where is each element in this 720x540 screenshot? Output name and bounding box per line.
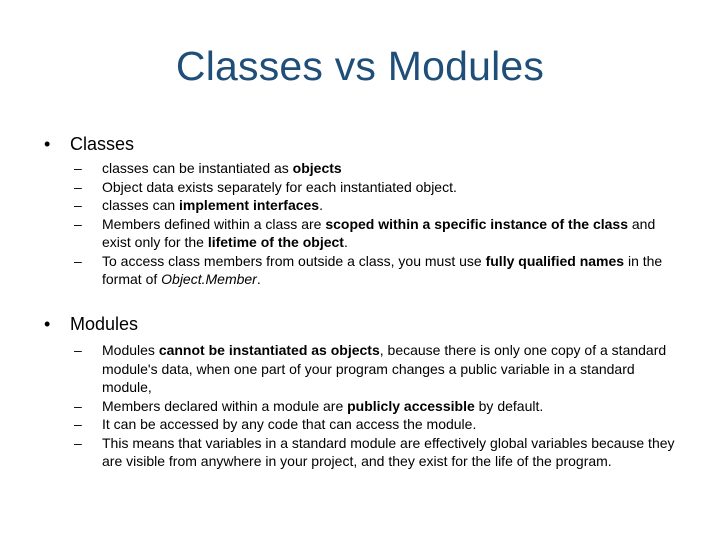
slide-title: Classes vs Modules (175, 43, 545, 89)
list-item (74, 434, 684, 471)
item-text: , because there is only one copy of a standard module's data, when one part of your program changes a public variable in a standard module, (102, 342, 667, 395)
item-emphasis: cannot be instantiated as objects (158, 342, 380, 358)
item-emphasis: publicly accessible (347, 397, 475, 414)
item-text: Members defined within a class are (102, 215, 326, 232)
item-emphasis: lifetime of the object (207, 234, 344, 250)
dash-glyph: – (74, 160, 82, 176)
item-text: in the format of (102, 252, 663, 287)
bullet-glyph: • (44, 314, 51, 334)
item-text: by default. (474, 397, 544, 414)
dash-glyph: – (74, 197, 82, 213)
list-item (74, 252, 684, 289)
item-text: This means that variables in a standard module are effectively global variables because they are visible from anywhere in your project, and they exist for the life of the program. (102, 434, 675, 469)
item-text: Object data exists separately for each instantiated object. (102, 178, 457, 195)
item-text: It can be accessed by any code that can access the module. (102, 416, 477, 432)
section-heading: Modules (70, 314, 139, 334)
item-text: . (256, 271, 261, 287)
item-emphasis: fully qualified names (485, 252, 625, 269)
list-item (74, 341, 684, 397)
dash-glyph: – (74, 252, 82, 269)
bullet-glyph: • (44, 134, 51, 154)
item-emphasis: scoped within a specific instance of the class (325, 215, 628, 232)
item-text: classes can be instantiated as (102, 160, 293, 176)
dash-glyph: – (74, 397, 82, 414)
list-item (74, 415, 684, 434)
item-text: . (319, 197, 323, 213)
list-item (74, 397, 684, 416)
item-text: Modules (102, 342, 159, 358)
dash-glyph: – (74, 416, 82, 432)
dash-glyph: – (74, 178, 82, 195)
item-italic: Object.Member (161, 271, 257, 287)
item-emphasis: objects (292, 160, 342, 176)
dash-glyph: – (74, 215, 82, 232)
dash-glyph: – (74, 434, 82, 451)
section-heading: Classes (70, 134, 135, 154)
list-item (74, 215, 684, 252)
bullet-modules (44, 313, 138, 335)
item-text: and exist only for the (102, 215, 656, 250)
list-item (74, 178, 684, 197)
item-text: Members declared within a module are (102, 397, 348, 414)
item-text: . (343, 234, 348, 250)
list-item (74, 196, 684, 215)
list-item (74, 159, 684, 178)
item-emphasis: implement interfaces (179, 197, 320, 213)
modules-list (74, 341, 684, 471)
bullet-classes (44, 133, 134, 155)
item-text: classes can (102, 197, 180, 213)
classes-list (74, 159, 684, 289)
dash-glyph: – (74, 342, 82, 358)
item-text: To access class members from outside a class, you must use (102, 252, 486, 269)
